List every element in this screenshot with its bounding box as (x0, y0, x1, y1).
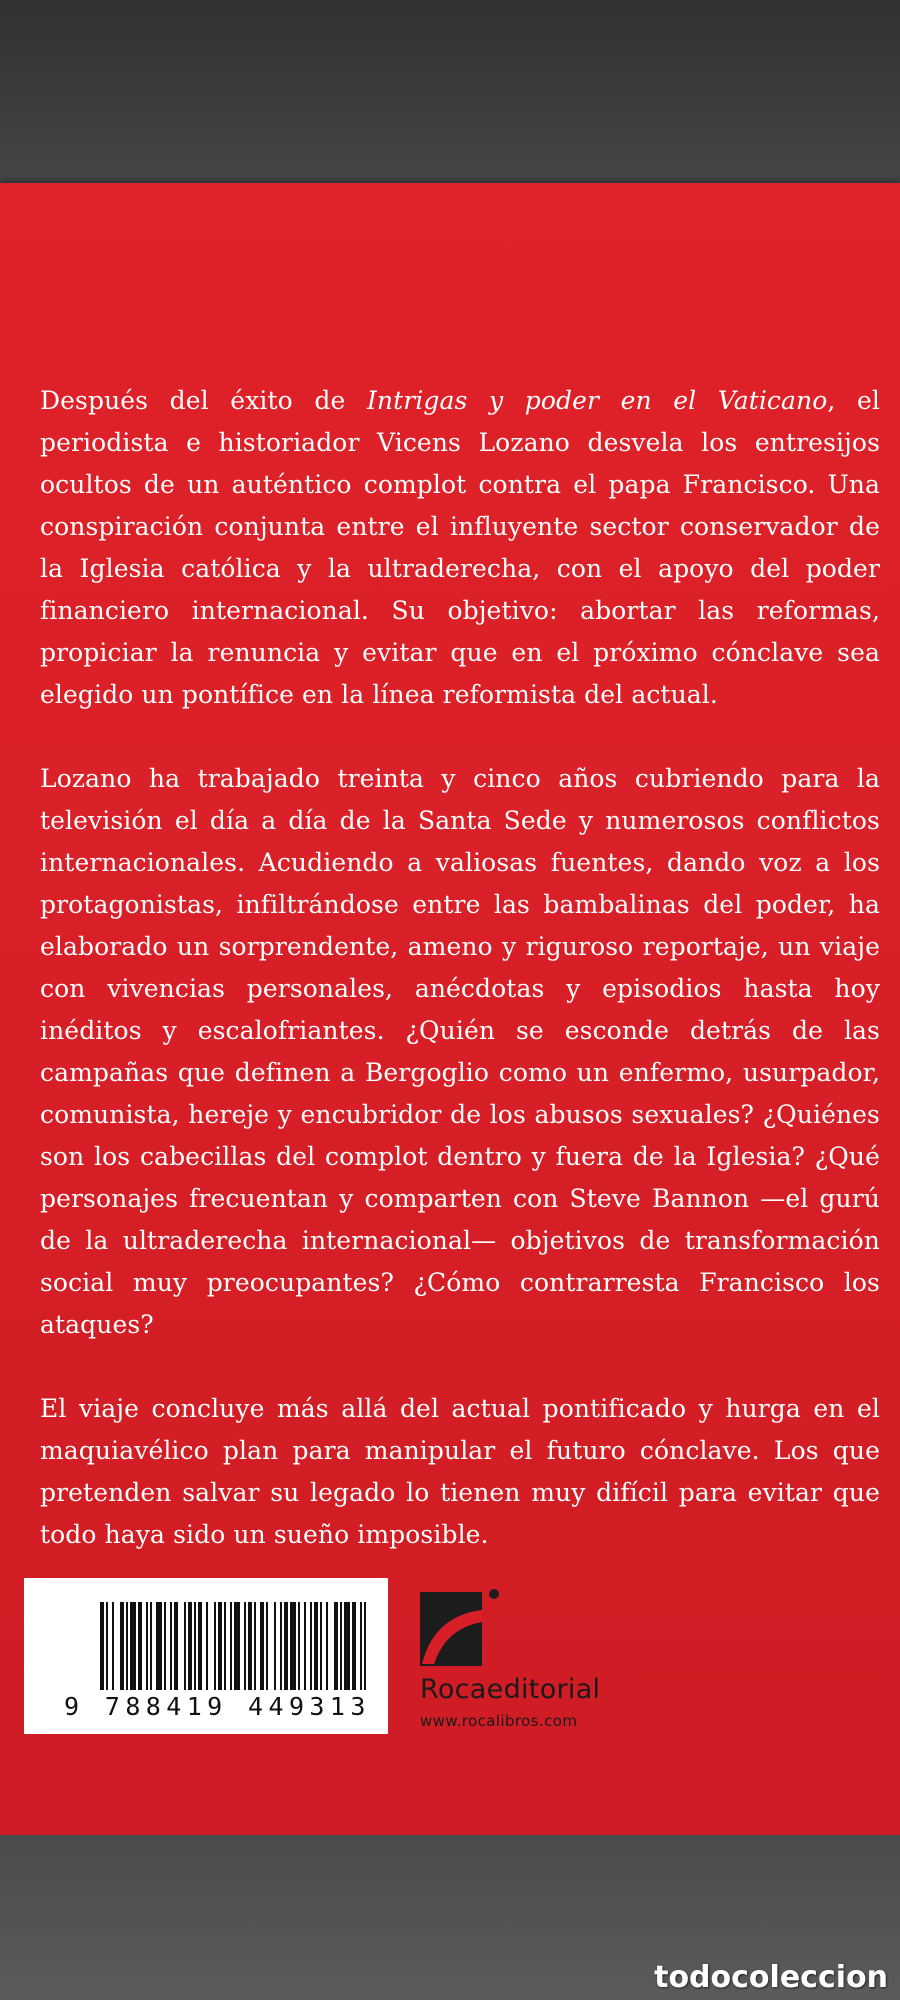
background-top (0, 0, 900, 190)
barcode-bar (230, 1602, 232, 1690)
barcode-bar (352, 1602, 356, 1690)
barcode-bar (298, 1602, 300, 1690)
blurb-paragraph-3: El viaje concluye más allá del actual pontificado y hurga en el maquiavélico plan para manipular el futuro cónclave. Los que pretenden salvar su legado lo tienen muy difícil para evitar que todo haya sido un sueño imposible. (40, 1394, 880, 1549)
barcode-bar (174, 1602, 178, 1690)
barcode-bar (120, 1602, 124, 1690)
publisher-name: Rocaeditorial (420, 1674, 601, 1705)
barcode-bar (224, 1602, 226, 1690)
barcode-bar (198, 1602, 202, 1690)
barcode-bar (326, 1602, 328, 1690)
barcode-bar (146, 1602, 148, 1690)
barcode-bar (138, 1602, 142, 1690)
barcode-bar (164, 1602, 166, 1690)
barcode-bar (156, 1602, 162, 1690)
barcode-bar (194, 1602, 196, 1690)
barcode-bar (266, 1602, 268, 1690)
blurb-paragraph-1: Después del éxito de Intrigas y poder en el Vaticano, el periodista e historiador Vicens Lozano desvela los entresijos ocultos de un auténtico complot contra el papa Francisco. Una conspiración conjunta entre el influyente sector conservador de la Iglesia católica y la ultraderecha, con el apoyo del poder financiero internacional. Su objetivo: abortar las reformas, propiciar la renuncia y evitar que en el próximo cónclave sea elegido un pontífice en la línea reformista del actual. (40, 386, 881, 709)
barcode-label (24, 1578, 388, 1734)
barcode-bar (260, 1602, 264, 1690)
barcode-bar (106, 1602, 108, 1690)
blurb-paragraph-2: Lozano ha trabajado treinta y cinco años cubriendo para la televisión el día a día de la Santa Sede y numerosos conflictos internacionales. Acudiendo a valiosas fuentes, dando voz a los protagonistas, infiltrándose entre las bambalinas del poder, ha elaborado un sorprendente, ameno y riguroso reportaje, un viaje con vivencias personales, anécdotas y episodios hasta hoy inéditos y escalofriantes. ¿Quién se esconde detrás de las campañas que definen a Bergoglio como un enfermo, usurpador, comunista, hereje y encubridor de los abusos sexuales? ¿Quiénes son los cabecillas del complot dentro y fuera de la Iglesia? ¿Qué personajes frecuentan y comparten con Steve Bannon —el gurú de la ultraderecha internacional— objetivos de transformación social muy preocupantes? ¿Cómo contrarresta Francisco los ataques? (40, 764, 880, 1339)
publisher-url: www.rocalibros.com (420, 1712, 578, 1730)
barcode (100, 1602, 370, 1690)
barcode-bar (244, 1602, 246, 1690)
book-title-reference: Intrigas y poder en el Vaticano (366, 386, 828, 415)
barcode-bar (170, 1602, 172, 1690)
barcode-bar (126, 1602, 128, 1690)
barcode-bar (284, 1602, 288, 1690)
blurb-text (40, 380, 880, 1598)
barcode-bar (214, 1602, 216, 1690)
barcode-bar (218, 1602, 222, 1690)
barcode-bar (112, 1602, 114, 1690)
barcode-bar (248, 1602, 252, 1690)
barcode-bar (344, 1602, 350, 1690)
barcode-bar (188, 1602, 192, 1690)
barcode-bar (360, 1602, 362, 1690)
roca-logo-icon (420, 1588, 502, 1668)
barcode-bar (184, 1602, 186, 1690)
barcode-bar (310, 1602, 312, 1690)
barcode-bar (280, 1602, 282, 1690)
barcode-bar (364, 1602, 366, 1690)
barcode-bar (334, 1602, 338, 1690)
barcode-bar (274, 1602, 276, 1690)
watermark: todocoleccion (654, 1960, 888, 1995)
barcode-bar (314, 1602, 318, 1690)
barcode-bar (150, 1602, 152, 1690)
barcode-bar (320, 1602, 322, 1690)
isbn-digits: 9 788419 449313 (64, 1692, 371, 1721)
barcode-bar (130, 1602, 136, 1690)
barcode-bar (100, 1602, 104, 1690)
barcode-bar (290, 1602, 296, 1690)
barcode-bar (254, 1602, 256, 1690)
barcode-bar (340, 1602, 342, 1690)
barcode-bar (206, 1602, 208, 1690)
barcode-bar (234, 1602, 240, 1690)
barcode-bar (304, 1602, 306, 1690)
